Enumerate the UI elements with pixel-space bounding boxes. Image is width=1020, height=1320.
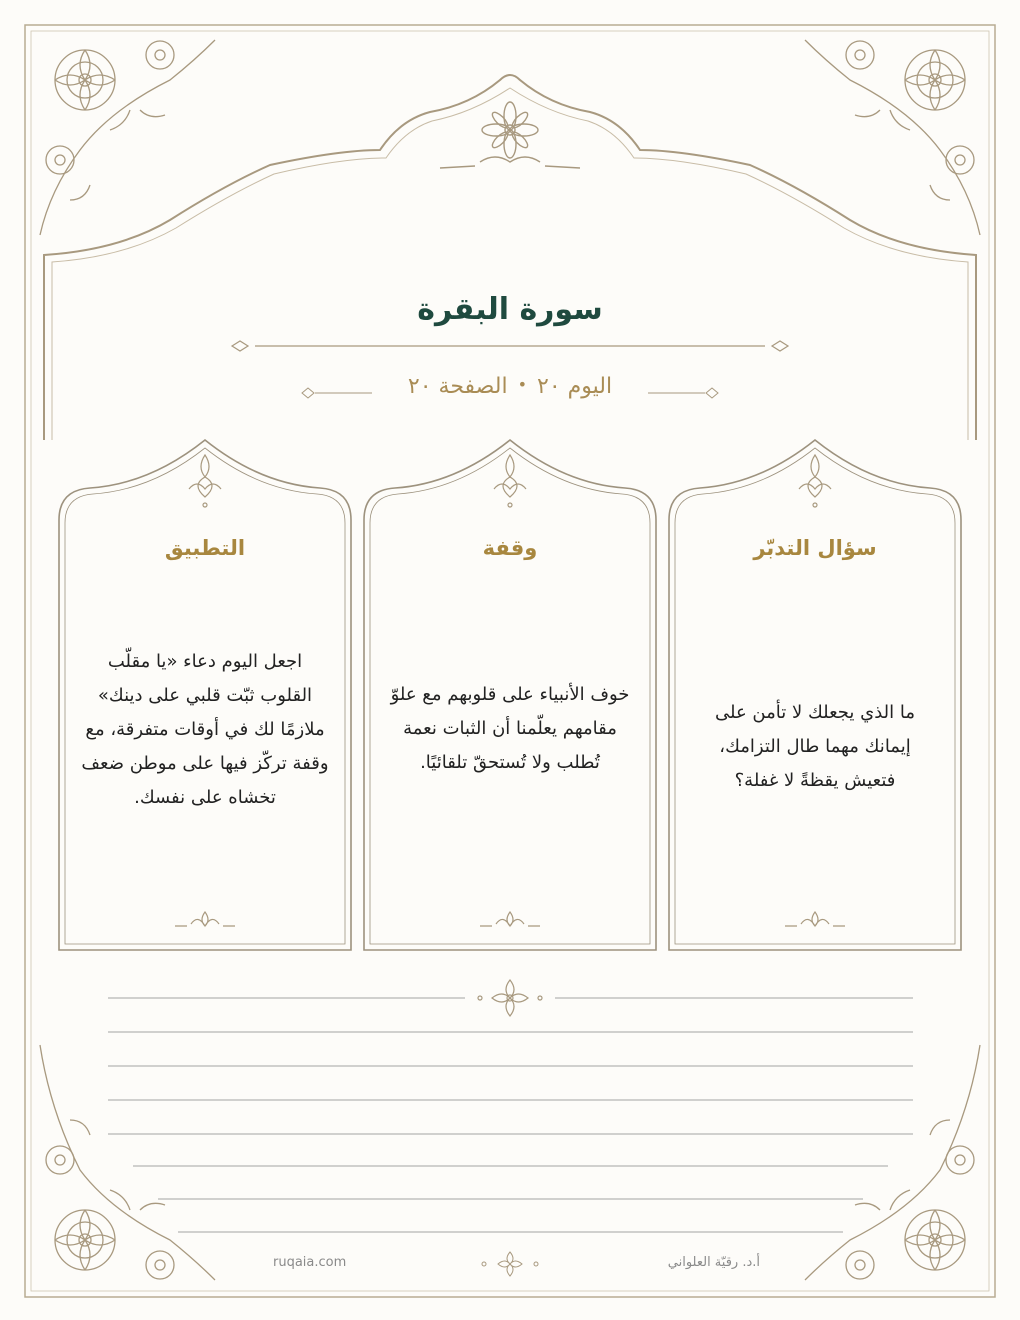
footer-author: أ.د. رقيّة العلواني	[667, 1255, 760, 1270]
footer-rosette	[482, 1252, 538, 1276]
day-label: اليوم ٢٠	[537, 374, 613, 399]
footer-website: ruqaia.com	[273, 1255, 347, 1270]
note-lines	[108, 1032, 913, 1232]
column-finials	[189, 455, 831, 507]
day-page-label	[360, 374, 660, 399]
top-medallion	[440, 102, 580, 168]
column-text-application: اجعل اليوم دعاء «يا مقلّب القلوب ثبّت قلبي على دينك» ملازمًا لك في أوقات متفرقة، مع وقفة تركّز فيها على موطن ضعف تخشاه على نفسك.	[81, 651, 329, 808]
rosette-divider	[478, 980, 542, 1016]
column-bottom-flourishes	[175, 912, 845, 926]
corner-ornament-top-left	[40, 40, 215, 235]
corner-ornament-bottom-left	[40, 1045, 215, 1280]
separator-dot: •	[517, 375, 527, 394]
column-title-application: التطبيق	[164, 536, 246, 560]
page-label: الصفحة ٢٠	[407, 374, 508, 399]
column-title-pause: وقفة	[482, 536, 538, 560]
column-text-question: ما الذي يجعلك لا تأمن على إيمانك مهما طال التزامك، فتعيش يقظةً لا غفلة؟	[714, 702, 915, 791]
column-text-pause: خوف الأنبياء على قلوبهم مع علوّ مقامهم يعلّمنا أن الثبات نعمة تُطلب ولا تُستحقّ تلقائيًا.	[390, 684, 630, 773]
page-title: سورة البقرة	[417, 292, 603, 327]
corner-ornament-bottom-right	[805, 1045, 980, 1280]
column-title-question: سؤال التدبّر	[753, 536, 877, 560]
corner-ornament-top-right	[805, 40, 980, 235]
